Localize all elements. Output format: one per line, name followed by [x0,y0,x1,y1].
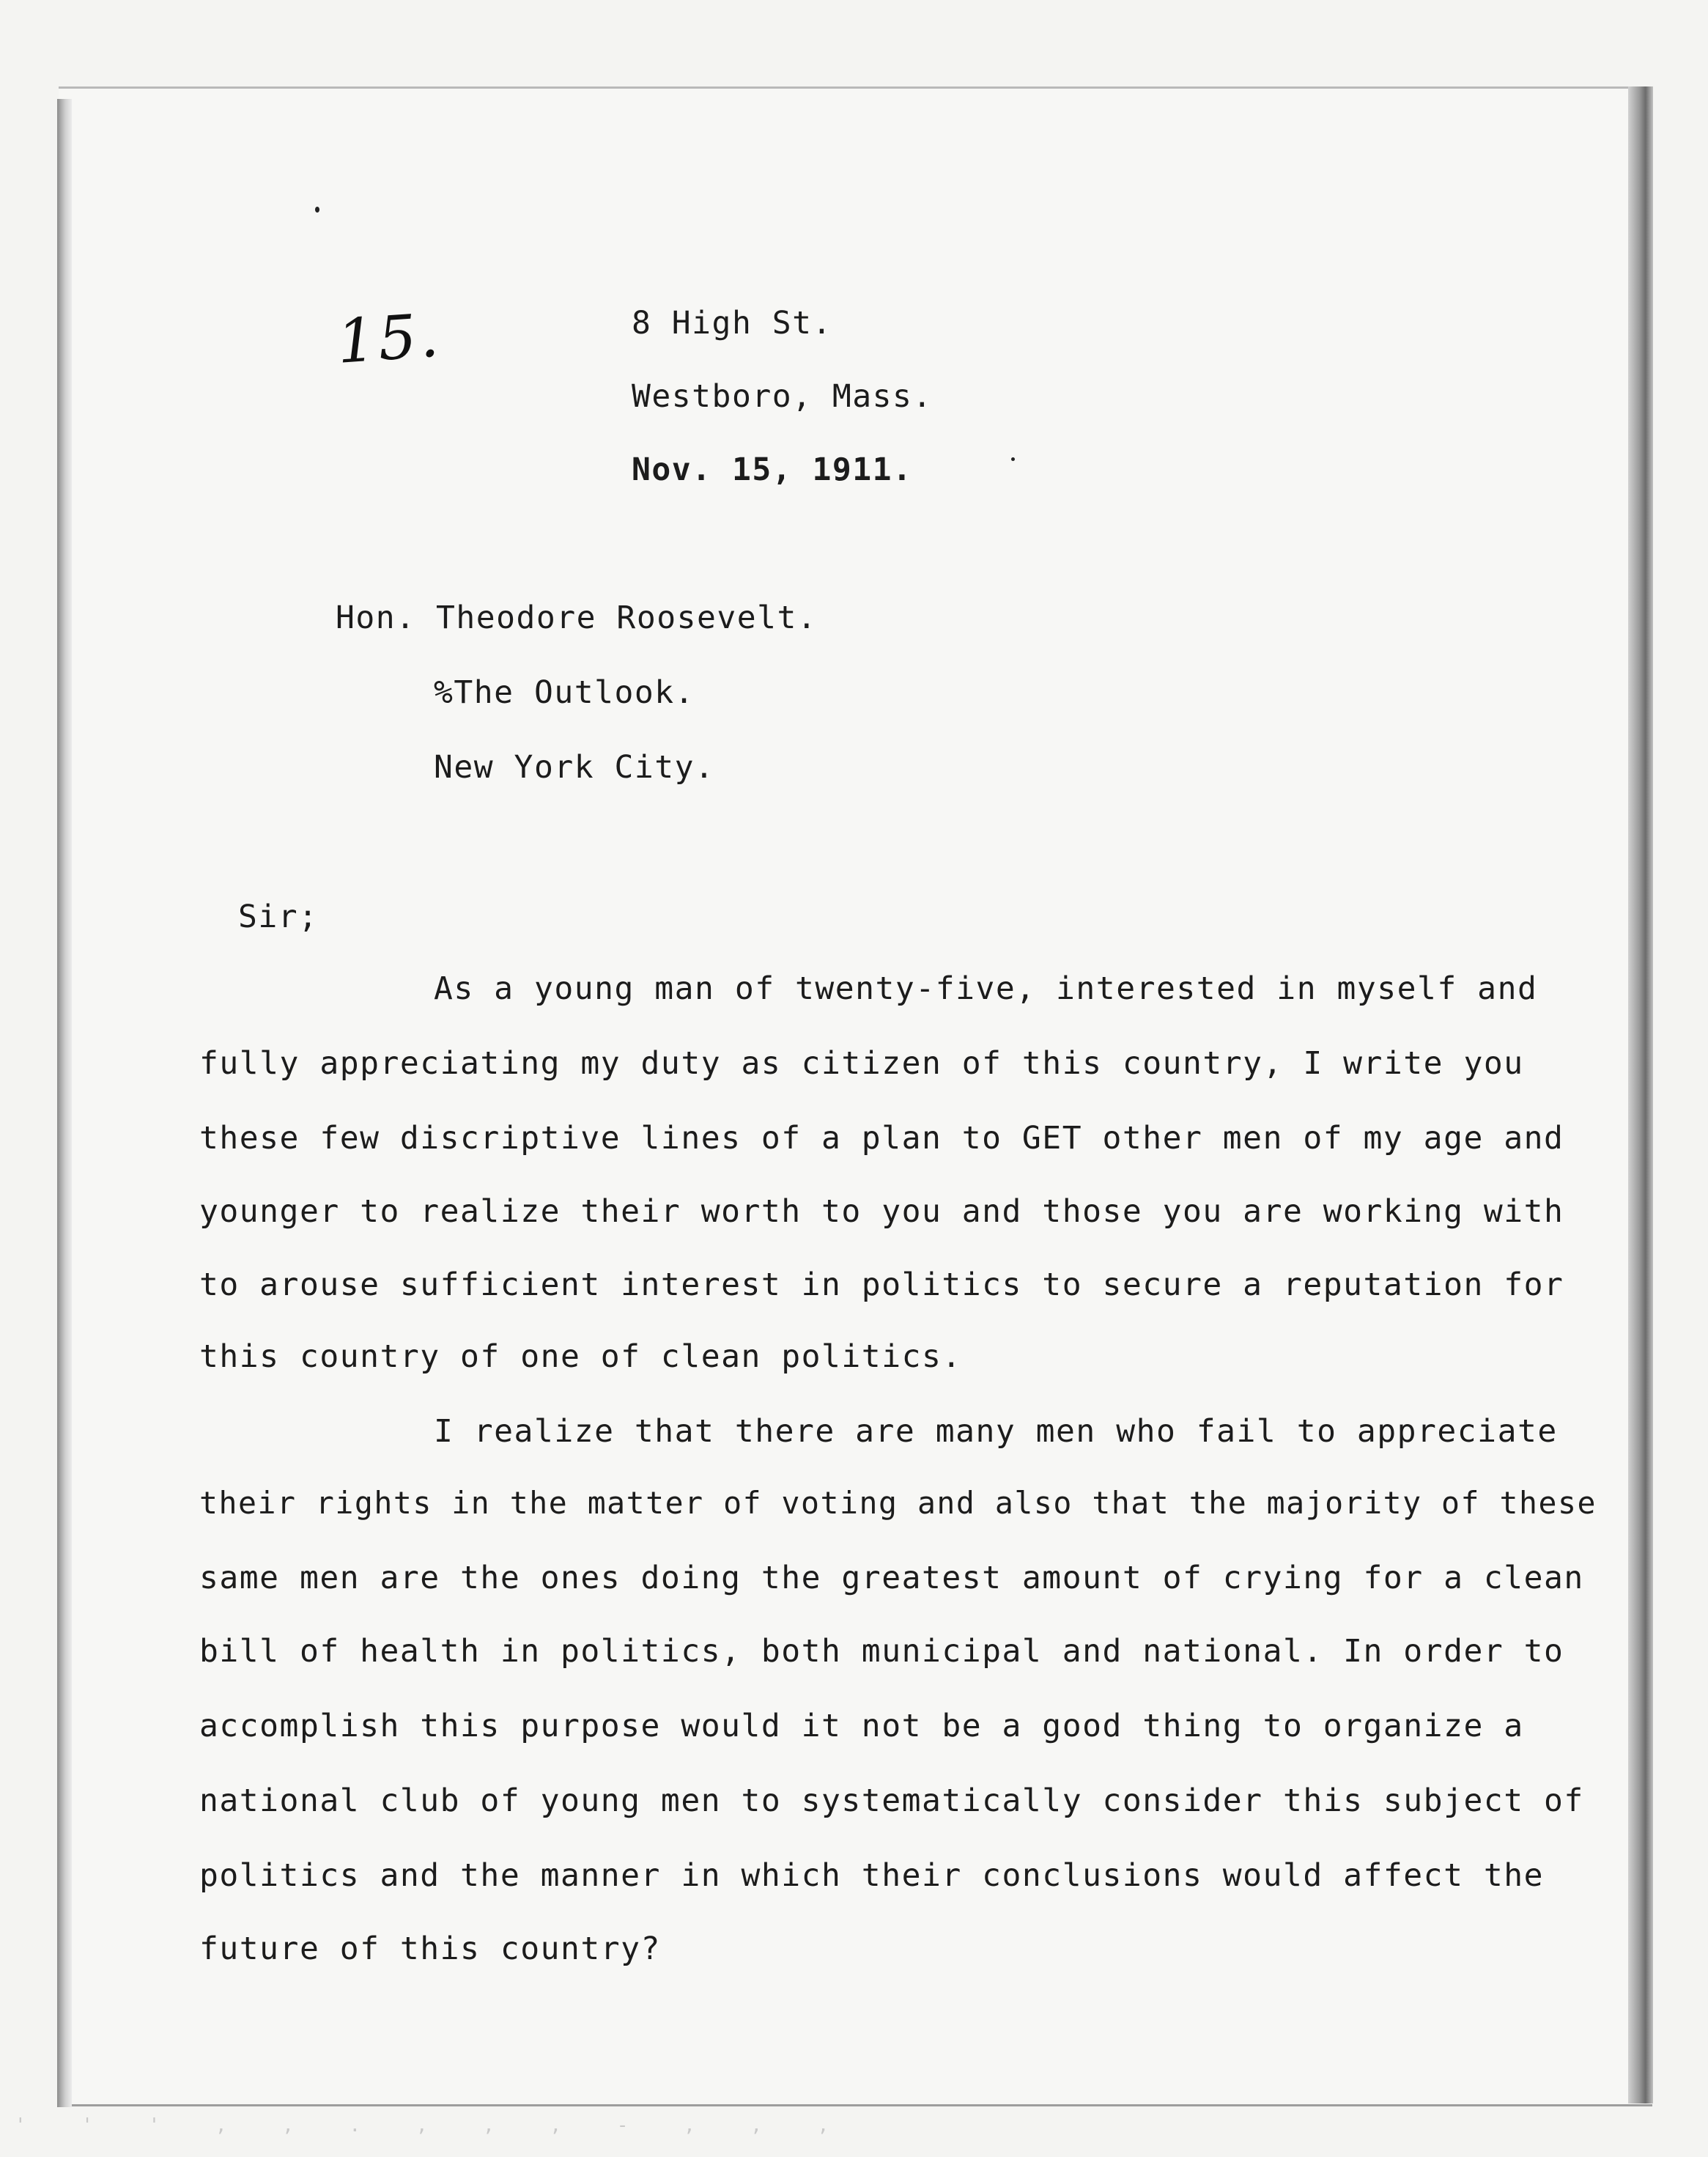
recipient-care-of: %The Outlook. [434,674,695,711]
recipient-name: Hon. Theodore Roosevelt. [336,600,818,636]
letter-date: Nov. 15, 1911. [632,451,913,488]
paragraph-line: future of this country? [199,1931,661,1967]
return-address-city: Westboro, Mass. [632,378,933,415]
paragraph-line: accomplish this purpose would it not be a good thing to organize a [199,1708,1524,1744]
paragraph-line: I realize that there are many men who fail to appreciate [434,1413,1558,1450]
paragraph-line: to arouse sufficient interest in politics to secure a reputation for [199,1266,1564,1303]
paragraph-line: bill of health in politics, both municipal and national. In order to [199,1633,1564,1670]
paragraph-line: same men are the ones doing the greatest amount of crying for a clean [199,1560,1584,1596]
paragraph-line: their rights in the matter of voting and also that the majority of these [199,1485,1597,1521]
salutation: Sir; [238,899,319,935]
handwritten-page-number: 15. [334,300,444,377]
return-address-street: 8 High St. [632,305,832,342]
bottom-edge-marks: ' ' ' , , . , , , - , , , [15,2114,851,2136]
paragraph-line: this country of one of clean politics. [199,1338,962,1375]
paragraph-line: politics and the manner in which their conclusions would affect the [199,1857,1545,1894]
paragraph-line: As a young man of twenty-five, interested in myself and [434,970,1538,1007]
ink-speck [315,207,319,213]
ink-speck [1011,457,1015,461]
paragraph-line: these few discriptive lines of a plan to GET other men of my age and [199,1120,1564,1157]
recipient-city: New York City. [434,749,715,786]
paragraph-line: national club of young men to systematically consider this subject of [199,1782,1584,1819]
paragraph-line: fully appreciating my duty as citizen of this country, I write you [199,1045,1524,1082]
paragraph-line: younger to realize their worth to you and those you are working with [199,1193,1564,1230]
page-right-edge-shadow [1628,86,1653,2103]
page-left-edge-shadow [57,99,72,2107]
